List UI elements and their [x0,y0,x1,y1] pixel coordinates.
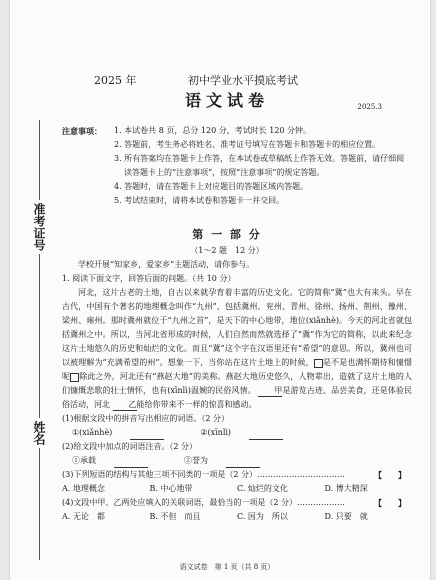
pinyin-a: ①(xiǎnhè) [72,428,113,437]
option-d: D. 博大精深 [324,484,368,493]
sub-question-4-text: (4)文段中甲、乙两处应填入的关联词语，最恰当的一项是（2 分）……………… [62,498,345,507]
binding-line [39,120,40,560]
option-a: A. 地理概念 [62,484,105,493]
reading-passage [62,286,412,412]
option-c: C. 灿烂的文化 [237,484,288,493]
passage-box-tail: 是不是也满怀期待和憧憬呢 [62,358,412,381]
blank-yi: 乙 [113,399,137,411]
sub-question-3-text: (3)下列短语的结构与其他三项不同类的一项是（2 分）…………………………… [62,470,345,479]
note-item: 5. 考试结束时，请将本试卷和答题卡一并交回。 [114,196,285,205]
option-b: B. 不但 而且 [149,512,201,521]
question-body [62,258,412,524]
answer-bracket: 【 】 [374,498,406,508]
option-c: C. 因为 所以 [237,512,288,521]
option-d: D. 只要 就 [324,512,368,521]
sub-question-4-options [62,510,412,524]
sub-question-2-answers [62,454,412,468]
sub-question-4 [62,496,412,510]
activity-intro: 学校开展“知家乡，爱家乡”主题活动，请你参与。 [78,260,255,269]
punctuation-box [70,373,79,382]
sub-question-3-options [62,482,412,496]
passage-part-2: 除此之外，河北还有“燕赵大地”的美称。燕赵大地历史悠久，人物辈出，造就了这片土地的人们慷慨悲歌的壮士情怀，也有(xīnlì)温婉的民俗风情。 [62,372,413,395]
notes-block [62,124,412,208]
pinyin-b: ②(xīnlì) [200,428,232,437]
sub-question-3 [62,468,412,482]
exam-heading [94,74,298,88]
note-item: 4. 答题时，请在答题卡上对应题目的答题区域内答题。 [114,182,309,191]
passage-part-1: 河北，这片古老的土地，自古以来就孕育着丰富的历史文化。它的简称“冀”也大有来头。早在古代，中国有个著名的地理概念叫作“九州”，包括冀州、兖州、青州、徐州、扬州、荆州、豫州、梁州、雍州。那时冀州就位于“九州之首”，是天下的中心地带，地位(xiǎnhè)。今天的河北省就包括冀州之中。所以，当河北省形成的时候，人们自然而然就选择了“冀”作为它的简称，以此来纪念这片土地悠久的历史和灿烂的文化。而且“冀”这个字在汉语里还有“希望”的意思。所以，冀州也可以被理解为“充满希望的州”。想象一下，当你站在这片土地上的时候， [62,288,412,367]
passage-part-4: 能给你带来不一样的惊喜和感动。 [136,400,257,409]
word-b: ②誉为 [184,456,208,465]
note-item: 3. 所有答案均在答题卡上作答，在本试卷或草稿纸上作答无效。答题前，请仔细阅读答题卡上的“注意事项”，按照“注意事项”的规定答题。 [114,154,405,177]
passage-part-3: 是游览古迹、品尝美食，还是体验民俗活动，河北 [62,386,413,409]
section-title: 第 一 部 分 [192,228,262,241]
note-item: 2. 答题前，考生务必将姓名、准考证号填写在答题卡和答题卡的相应位置。 [114,140,381,149]
sub-question-1: (1)根据文段中的拼音写出相应的词语。（2 分） [62,414,229,423]
answer-line[interactable] [249,439,283,440]
punctuation-box [314,359,323,368]
exam-date: 2025.3 [357,103,382,111]
subject-title: 语文试卷 [184,91,269,110]
exam-page [10,0,430,580]
section-subtitle: （1～2 题 12 分） [190,246,264,255]
option-b: B. 中心地带 [149,484,193,493]
notes-heading: 注意事项： [62,126,102,136]
sub-question-2: (2)给文段中加点的词语注音。（2 分） [62,442,197,451]
exam-name: 初中学业水平摸底考试 [188,74,298,87]
page-footer: 语文试卷 第 1 页（共 8 页） [179,563,275,571]
sub-question-1-answers [62,426,412,440]
note-item: 1. 本试卷共 8 页，总分 120 分，考试时长 120 分钟。 [114,126,312,135]
exam-number-label: 准考证号 [30,200,48,254]
answer-bracket: 【 】 [374,470,406,480]
exam-year: 2025 年 [94,74,137,87]
binding-margin [10,0,56,580]
option-a: A. 无论 都 [62,512,105,521]
question-1-stem: 1. 阅读下面文字，回答后面的问题。（共 10 分） [62,274,236,283]
name-label: 姓名 [30,418,48,448]
word-a: ①承载 [72,456,96,465]
blank-jia: 甲 [258,385,282,397]
